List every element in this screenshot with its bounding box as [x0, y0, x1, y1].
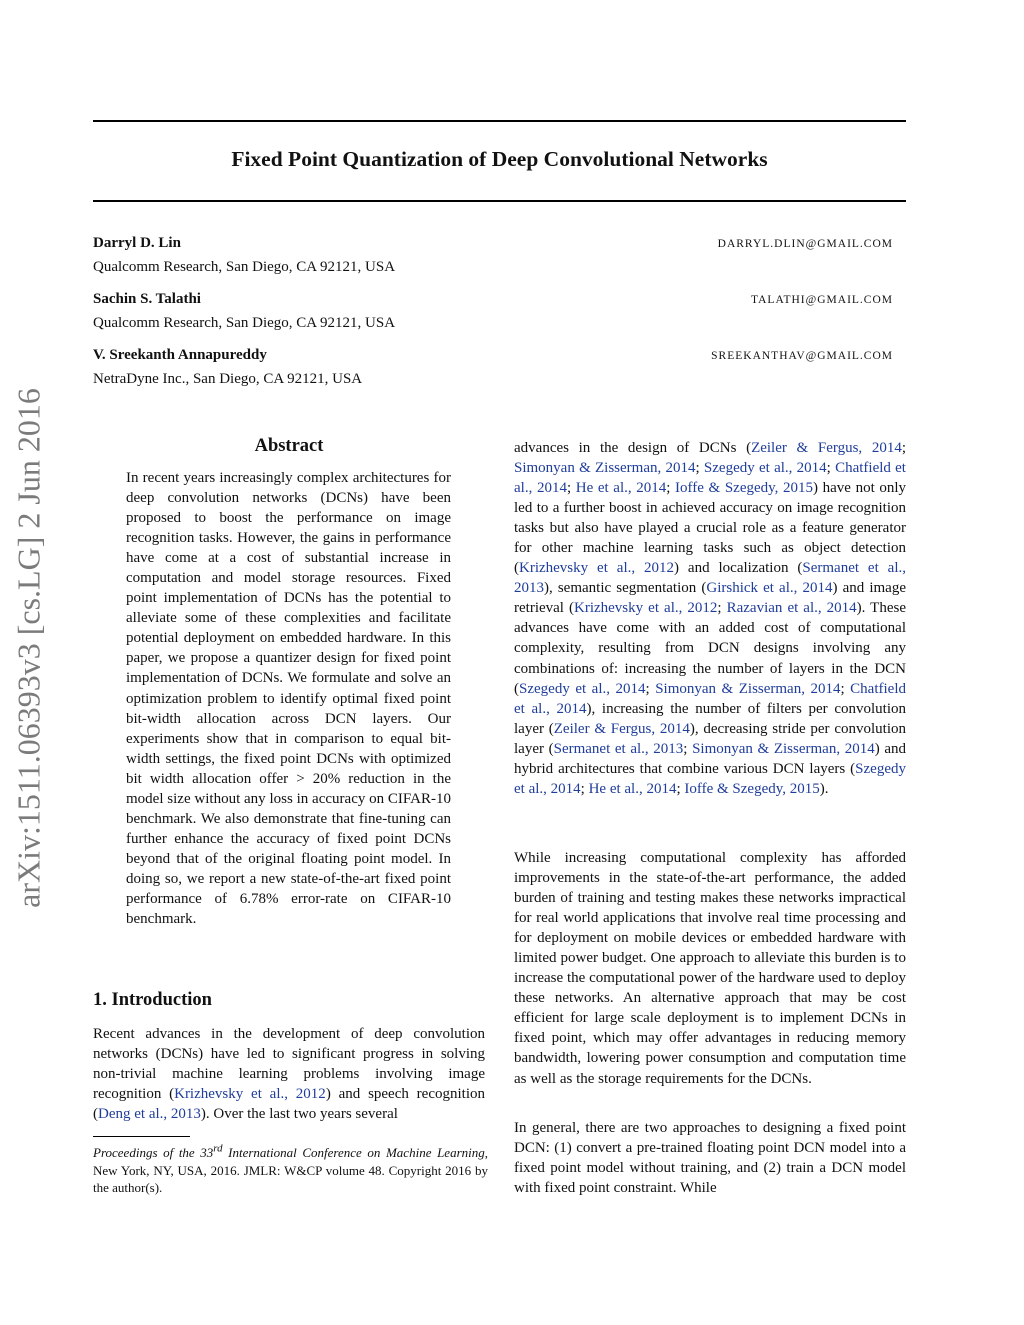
- citation-link[interactable]: He et al., 2014: [588, 780, 677, 797]
- citation-link[interactable]: Chatfield et al., 2014: [514, 460, 906, 497]
- right-paragraph-3: In general, there are two approaches to designing a fixed point DCN: (1) convert a pre-trained floating point DCN model into a fixed point model without training, and (2) train a DCN model with fixed point constraint. While: [514, 1120, 906, 1197]
- citation-link[interactable]: Krizhevsky et al., 2012: [574, 600, 718, 617]
- footnote-rule: [93, 1136, 190, 1137]
- intro-paragraph: Recent advances in the development of deep convolution networks (DCNs) have led to significant progress in solving non-trivial machine learning problems involving image recognition (Krizhevsky et al., 2012) and speech recognition (Deng et al., 2013). Over the last two years several: [93, 1026, 485, 1122]
- citation-link[interactable]: Zeiler & Fergus, 2014: [553, 720, 690, 737]
- author-email[interactable]: SREEKANTHAV@GMAIL.COM: [711, 350, 893, 362]
- citation-link[interactable]: Simonyan & Zisserman, 2014: [514, 460, 696, 477]
- right-paragraph-2: While increasing computational complexity has afforded improvements in the state-of-the-art performance, the added burden of training and testing makes these networks impractical for real world applications that involve real time processing and for deployment on mobile devices or embedded hardware with limited power budget. One approach to alleviate this burden is to increase the computational power of the hardware used to deploy these networks. An alternative approach that may be cost efficient for large scale deployment is to implement DCNs in fixed point, which may offer advantages in reducing memory bandwidth, lowering power consumption and computation time as well as the storage requirements for the DCNs.: [514, 850, 906, 1087]
- citation-link[interactable]: Krizhevsky et al., 2012: [174, 1086, 326, 1102]
- citation-link[interactable]: Simonyan & Zisserman, 2014: [655, 680, 841, 697]
- citation-link[interactable]: Razavian et al., 2014: [726, 600, 857, 617]
- citation-link[interactable]: He et al., 2014: [575, 480, 667, 497]
- author-affiliation: NetraDyne Inc., San Diego, CA 92121, USA: [93, 371, 363, 387]
- citation-link[interactable]: Girshick et al., 2014: [706, 580, 833, 597]
- citation-link[interactable]: Szegedy et al., 2014: [519, 680, 646, 697]
- author-affiliation: Qualcomm Research, San Diego, CA 92121, USA: [93, 259, 396, 275]
- arxiv-side-label: arXiv:1511.06393v3 [cs.LG] 2 Jun 2016: [10, 388, 47, 908]
- abstract-heading: Abstract: [254, 436, 324, 456]
- citation-link[interactable]: Szegedy et al., 2014: [514, 760, 906, 797]
- title-top-rule: [93, 120, 906, 122]
- abstract-text: In recent years increasingly complex architectures for deep convolution networks (DCNs) have been proposed to boost the performance on image recognition tasks. However, the gains in performance have come at a cost of substantial increase in computation and model storage resources. Fixed point implementation of DCNs has the potential to alleviate some of these complexities and facilitate potential deployment on embedded hardware. In this paper, we propose a quantizer design for fixed point implementation of DCNs. We formulate and solve an optimization problem to identify optimal fixed point bit-width allocation across DCN layers. Our experiments show that in comparison to equal bit-width settings, the fixed point DCNs with optimized bit width allocation offer > 20% reduction in the model size without any loss in accuracy on CIFAR-10 benchmark. We also demonstrate that fine-tuning can further enhance the accuracy of fixed point DCNs beyond that of the original floating point model. In doing so, we report a new state-of-the-art fixed point performance of 6.78% error-rate on CIFAR-10 benchmark.: [126, 470, 451, 928]
- author-email[interactable]: DARRYL.DLIN@GMAIL.COM: [717, 238, 893, 250]
- author-affiliation: Qualcomm Research, San Diego, CA 92121, USA: [93, 315, 396, 331]
- paper-title: Fixed Point Quantization of Deep Convolutional Networks: [231, 147, 768, 171]
- author-email[interactable]: TALATHI@GMAIL.COM: [751, 294, 893, 306]
- citation-link[interactable]: Simonyan & Zisserman, 2014: [692, 740, 875, 757]
- citation-link[interactable]: Chatfield et al., 2014: [514, 680, 906, 717]
- footnote: Proceedings of the 33rd International Conference on Machine Learning, New York, NY, USA, 2016. JMLR: W&CP volume 48. Copyright 2016 by the author(s).: [93, 1143, 488, 1195]
- section-heading-introduction: 1. Introduction: [93, 990, 212, 1010]
- author-name: Darryl D. Lin: [93, 235, 181, 251]
- right-paragraph-1: advances in the design of DCNs (Zeiler & Fergus, 2014; Simonyan & Zisserman, 2014; Szegedy et al., 2014; Chatfield et al., 2014; He et al., 2014; Ioffe & Szegedy, 2015) have not only led to a further boost in achieved accuracy on image recognition tasks but also have played a crucial role as a feature generator for other machine learning tasks such as object detection (Krizhevsky et al., 2012) and localization (Sermanet et al., 2013), semantic segmentation (Girshick et al., 2014) and image retrieval (Krizhevsky et al., 2012; Razavian et al., 2014). These advances have come with an added cost of computational complexity, resulting from DCN designs involving any combinations of: increasing the number of layers in the DCN (Szegedy et al., 2014; Simonyan & Zisserman, 2014; Chatfield et al., 2014), increasing the number of filters per convolution layer (Zeiler & Fergus, 2014), decreasing stride per convolution layer (Sermanet et al., 2013; Simonyan & Zisserman, 2014) and hybrid architectures that combine various DCN layers (Szegedy et al., 2014; He et al., 2014; Ioffe & Szegedy, 2015).: [514, 440, 907, 797]
- citation-link[interactable]: Szegedy et al., 2014: [703, 460, 827, 477]
- citation-link[interactable]: Sermanet et al., 2013: [514, 560, 906, 597]
- citation-link[interactable]: Deng et al., 2013: [98, 1106, 201, 1122]
- citation-link[interactable]: Ioffe & Szegedy, 2015: [684, 780, 820, 797]
- title-bottom-rule: [93, 200, 906, 202]
- author-name: V. Sreekanth Annapureddy: [93, 347, 267, 363]
- citation-link[interactable]: Krizhevsky et al., 2012: [519, 560, 675, 577]
- author-name: Sachin S. Talathi: [93, 291, 201, 307]
- citation-link[interactable]: Sermanet et al., 2013: [553, 740, 684, 757]
- citation-link[interactable]: Ioffe & Szegedy, 2015: [675, 480, 814, 497]
- citation-link[interactable]: Zeiler & Fergus, 2014: [751, 440, 902, 456]
